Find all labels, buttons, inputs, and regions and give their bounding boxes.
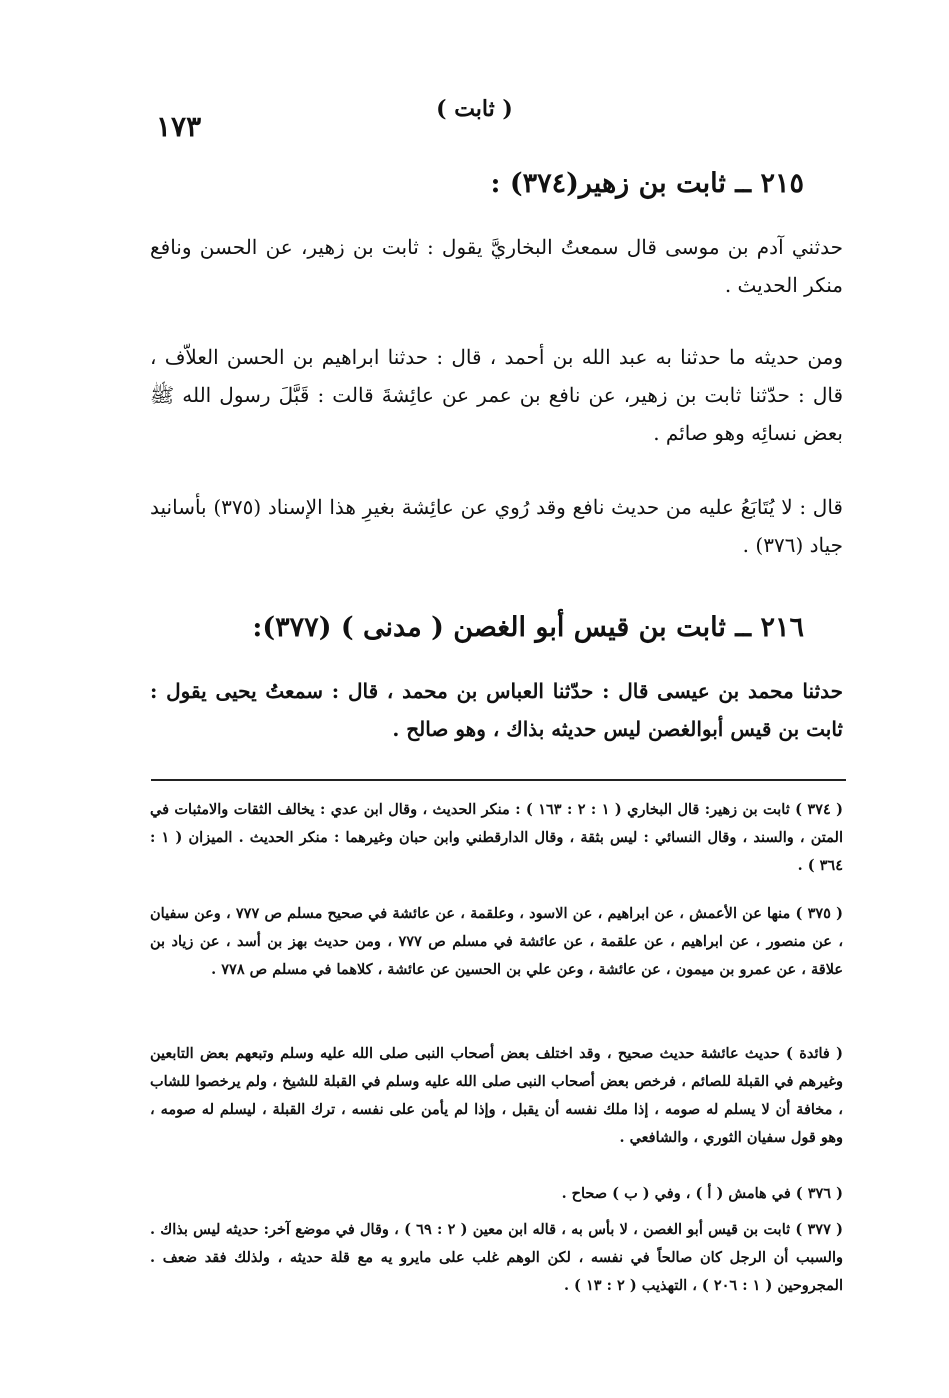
entry-215-paragraph-1: حدثني آدم بن موسى قال سمعتُ البخاريَّ يقول : ثابت بن زهير، عن الحسن ونافع منكر الحديث .: [150, 235, 843, 297]
entry-215-paragraph-3: قال : لا يُتَابَعُ عليه من حديث نافع وقد رُوي عن عائِشة بغيرِ هذا الإسناد (٣٧٥) بأسانيد جياد (٣٧٦) .: [150, 495, 843, 557]
page-number: ١٧٣: [156, 110, 202, 143]
entry-216-paragraph-1: حدثنا محمد بن عيسى قال : حدّثنا العباس بن محمد ، قال : سمعتُ يحيى يقول : ثابت بن قيس أبوالغصن ليس حديثه بذاك ، وهو صالح .: [150, 679, 843, 741]
entry-heading-215: ٢١٥ ــ ثابت بن زهير(٣٧٤) :: [490, 168, 804, 199]
entry-heading-216: ٢١٦ ــ ثابت بن قيس أبو الغصن ( مدنى ) (٣٧٧):: [252, 612, 804, 643]
footnote-375: ( ٣٧٥ ) منها عن الأعمش ، عن ابراهيم ، عن الاسود ، وعلقمة ، عن عائشة في صحيح مسلم ص ٧٧٧ ، وعن سفيان ، عن منصور ، عن ابراهيم ، عن علقمة ، عن عائشة في مسلم ص ٧٧٧ ، ومن حديث بهز بن أسد ، عن زياد بن علاقة ، عن عمرو بن ميمون ، عن عائشة ، وعن علي بن الحسين عن عائشة ، كلاهما في مسلم ص ٧٧٨ .: [150, 905, 843, 978]
footnote-divider: [151, 779, 846, 781]
footnote-376: ( ٣٧٦ ) في هامش ( أ ) ، وفي ( ب ) صحاح .: [561, 1185, 843, 1202]
footnote-377: ( ٣٧٧ ) ثابت بن قيس أبو الغصن ، لا بأس به ، قاله ابن معين ( ٢ : ٦٩ ) ، وقال في موضع آخر: حديثه ليس بذاك . والسبب أن الرجل كان صالحاً في نفسه ، لكن الوهم غلب على مايرو يه مع قلة حديثه ، ولذلك فقد ضعف . المجروحين ( ١ : ٢٠٦ ) ، التهذيب ( ٢ : ١٣ ) .: [150, 1221, 843, 1294]
entry-215-paragraph-2: ومن حديثه ما حدثنا به عبد الله بن أحمد ، قال : حدثنا ابراهيم بن الحسن العلاّف ، قال : حدّثنا ثابت بن زهير، عن نافع بن عمر عن عائِشةَ قالت : قَبَّلَ رسول الله ﷺ بعض نسائِه وهو صائم .: [150, 345, 844, 445]
running-header-title: ( ثابت ): [436, 96, 513, 122]
footnote-benefit: ( فائدة ) حديث عائشة حديث صحيح ، وقد اختلف بعض أصحاب النبى صلى الله عليه وسلم وتبعهم بعض التابعين وغيرهم في القبلة للصائم ، فرخص بعض أصحاب النبى صلى الله عليه وسلم في القبلة للشيخ ، ولم يرخصوا للشاب ، مخافة أن لا يسلم له صومه ، إذا ملك نفسه أن يقبل ، وإذا لم يأمن على نفسه ، ترك القبلة ، ليسلم له صومه ، وهو قول سفيان الثوري ، والشافعي .: [150, 1045, 843, 1146]
footnote-374: ( ٣٧٤ ) ثابت بن زهير: قال البخاري ( ١ : ٢ : ١٦٣ ) : منكر الحديث ، وقال ابن عدي : يخالف الثقات والامثبات في المتن ، والسند ، وقال النسائي : ليس بثقة ، وقال الدارقطني وابن حبان وغيرهما : منكر الحديث . الميزان ( ١ : ٣٦٤ ) .: [150, 801, 844, 874]
